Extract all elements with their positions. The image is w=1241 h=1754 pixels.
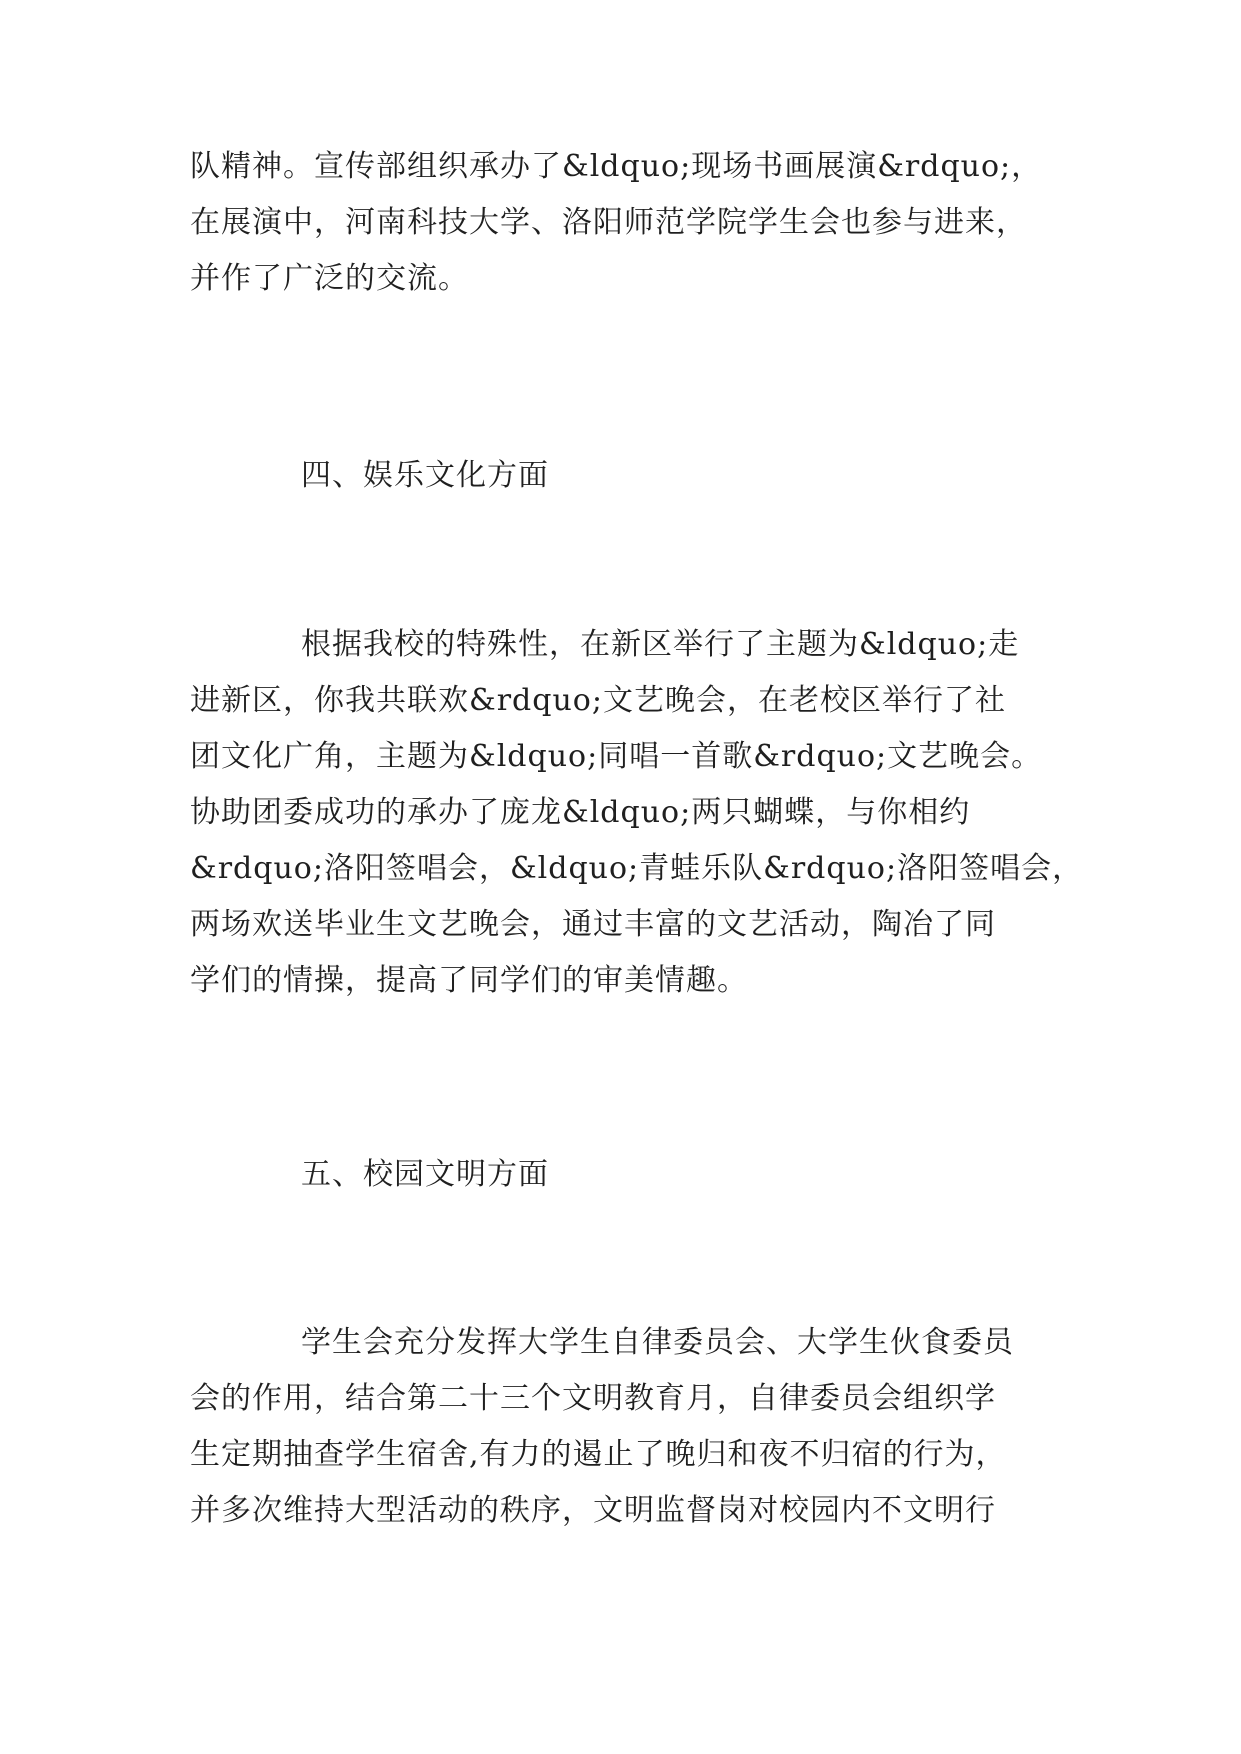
paragraph-line: 进新区，你我共联欢&rdquo;文艺晚会，在老校区举行了社 <box>190 683 1006 718</box>
paragraph-line: 学生会充分发挥大学生自律委员会、大学生伙食委员 <box>301 1325 1014 1360</box>
paragraph-line: 两场欢送毕业生文艺晚会，通过丰富的文艺活动，陶冶了同 <box>190 907 996 942</box>
paragraph-line: 队精神。宣传部组织承办了&ldquo;现场书画展演&rdquo;， <box>190 149 1043 184</box>
paragraph-line: &rdquo;洛阳签唱会，&ldquo;青蛙乐队&rdquo;洛阳签唱会， <box>190 851 1084 886</box>
paragraph-line: 并作了广泛的交流。 <box>190 261 469 296</box>
paragraph-line: 并多次维持大型活动的秩序，文明监督岗对校园内不文明行 <box>190 1493 996 1528</box>
section-heading: 四、娱乐文化方面 <box>301 458 549 493</box>
paragraph-line: 协助团委成功的承办了庞龙&ldquo;两只蝴蝶，与你相约 <box>190 795 971 830</box>
section-heading: 五、校园文明方面 <box>301 1157 549 1192</box>
paragraph-line: 在展演中，河南科技大学、洛阳师范学院学生会也参与进来， <box>190 205 1027 240</box>
paragraph-line: 生定期抽查学生宿舍,有力的遏止了晚归和夜不归宿的行为， <box>190 1437 1007 1472</box>
paragraph-line: 根据我校的特殊性，在新区举行了主题为&ldquo;走 <box>301 627 1020 662</box>
paragraph-line: 学们的情操，提高了同学们的审美情趣。 <box>190 963 748 998</box>
paragraph-line: 会的作用，结合第二十三个文明教育月，自律委员会组织学 <box>190 1381 996 1416</box>
paragraph-line: 团文化广角，主题为&ldquo;同唱一首歌&rdquo;文艺晚会。 <box>190 739 1043 774</box>
